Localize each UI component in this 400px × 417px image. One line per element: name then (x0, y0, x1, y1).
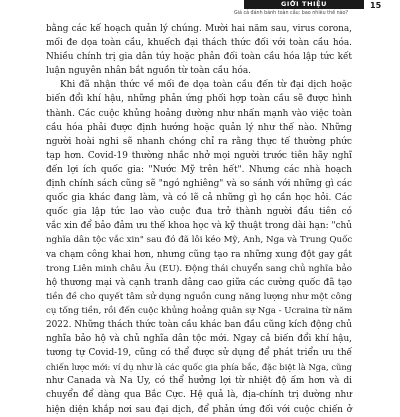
text-line: trong Liên minh châu Âu (EU). Động thái chuyển sang chủ nghĩa bảo (46, 263, 352, 274)
text-line: biến đổi khí hậu, những phản ứng phối hợp toàn cầu sẽ được hình (46, 94, 352, 105)
text-line: hiện diện khắp nơi sau đại dịch, để phản ứng đối với cuộc chiến ở (46, 404, 352, 415)
text-line: cầu hóa phải được định hướng hoặc quản lý như thế nào. Những (46, 122, 352, 133)
text-line: vắc xin để bảo đảm ưu thế khoa học và kỹ thuật trong dài hạn: "chủ (46, 221, 352, 232)
text-line: hộ thương mại và cạnh tranh dâng cao giữa các cường quốc đã tạo (46, 277, 352, 288)
text-line: bằng các kế hoạch quản lý chúng. Mười hai năm sau, virus corona, (46, 24, 352, 34)
section-label: GIỚI THIỆU (280, 0, 328, 8)
text-line: chuyển để dàng qua Bắc Cực. Hệ quả là, địa-chính trị dường như (46, 390, 352, 401)
text-line: Nhiều chính trị gia dân túy hoặc phản đối toàn cầu hóa lập tức kết (46, 52, 352, 63)
text-line: 2022. Những thách thức toàn cầu khác ban đầu cũng kích động chủ (46, 319, 352, 330)
text-line: chiến lược mới: ví dụ như là các quốc gia phía bắc, đặc biệt là Nga, cũng (46, 362, 352, 373)
paragraph-first-line: Khi đã nhận thức về mối đe dọa toàn cầu đến từ đại dịch hoặc (60, 80, 352, 91)
text-line: nghĩa bảo hộ và chủ nghĩa dân tộc mới. Ngay cả biến đổi khí hậu, (46, 334, 352, 345)
text-line: định chính sách cũng sẽ "ngó nghiêng" và so sánh với những gì các (46, 179, 352, 190)
text-line: đến lợi ích quốc gia: "Nước Mỹ trên hết". Nhưng các nhà hoạch (46, 164, 352, 175)
text-line: cụ tống tiền, rồi đến cuộc khủng hoảng quân sự Nga - Ucraina từ năm (46, 305, 353, 316)
text-line: va chạm công khai hơn, nhưng cũng tạo ra những xung đột gay gắt (46, 249, 352, 260)
text-line: như Canada và Na Uy, có thể hưởng lợi từ nhiệt độ ấm hơn và di (46, 376, 352, 387)
text-line: tiền đề cho quyết tâm sử dụng nguồn cung năng lượng như một công (46, 291, 352, 302)
running-subtitle: Giá cả đánh bánh toàn cầu: bao nhiêu thế nào? (233, 11, 349, 16)
text-line: quốc gia lập tức lao vào cuộc đua trở thành người đầu tiên có (46, 207, 352, 218)
text-line: quốc gia khác đang làm, và có lẽ cả những gì họ cần học hỏi. Các (46, 193, 352, 204)
text-line: nghĩa dân tộc vắc xin" sau đó đã lôi kéo Mỹ, Anh, Nga và Trung Quốc (46, 235, 353, 246)
text-line: luận nguyên nhân bắt nguồn từ toàn cầu hóa. (46, 66, 251, 77)
text-line: người hoài nghi sẽ nhanh chóng chỉ ra rằng thực tế thường phức (46, 136, 352, 147)
page-number: 15 (370, 1, 382, 10)
body-text (46, 22, 352, 417)
text-line: tương tự Covid-19, cũng có thể được sử dụng để phát triển ưu thế (46, 348, 352, 359)
text-line: thành. Các cuộc khủng hoảng dường như nhấn mạnh vào việc toàn (46, 108, 352, 119)
text-line: mối đe dọa toàn cầu, khuếch đại thách thức đối với toàn cầu hóa. (46, 38, 352, 49)
text-line: tạp hơn. Covid-19 thường nhắc nhở mọi người trước tiên hãy nghĩ (46, 150, 352, 161)
